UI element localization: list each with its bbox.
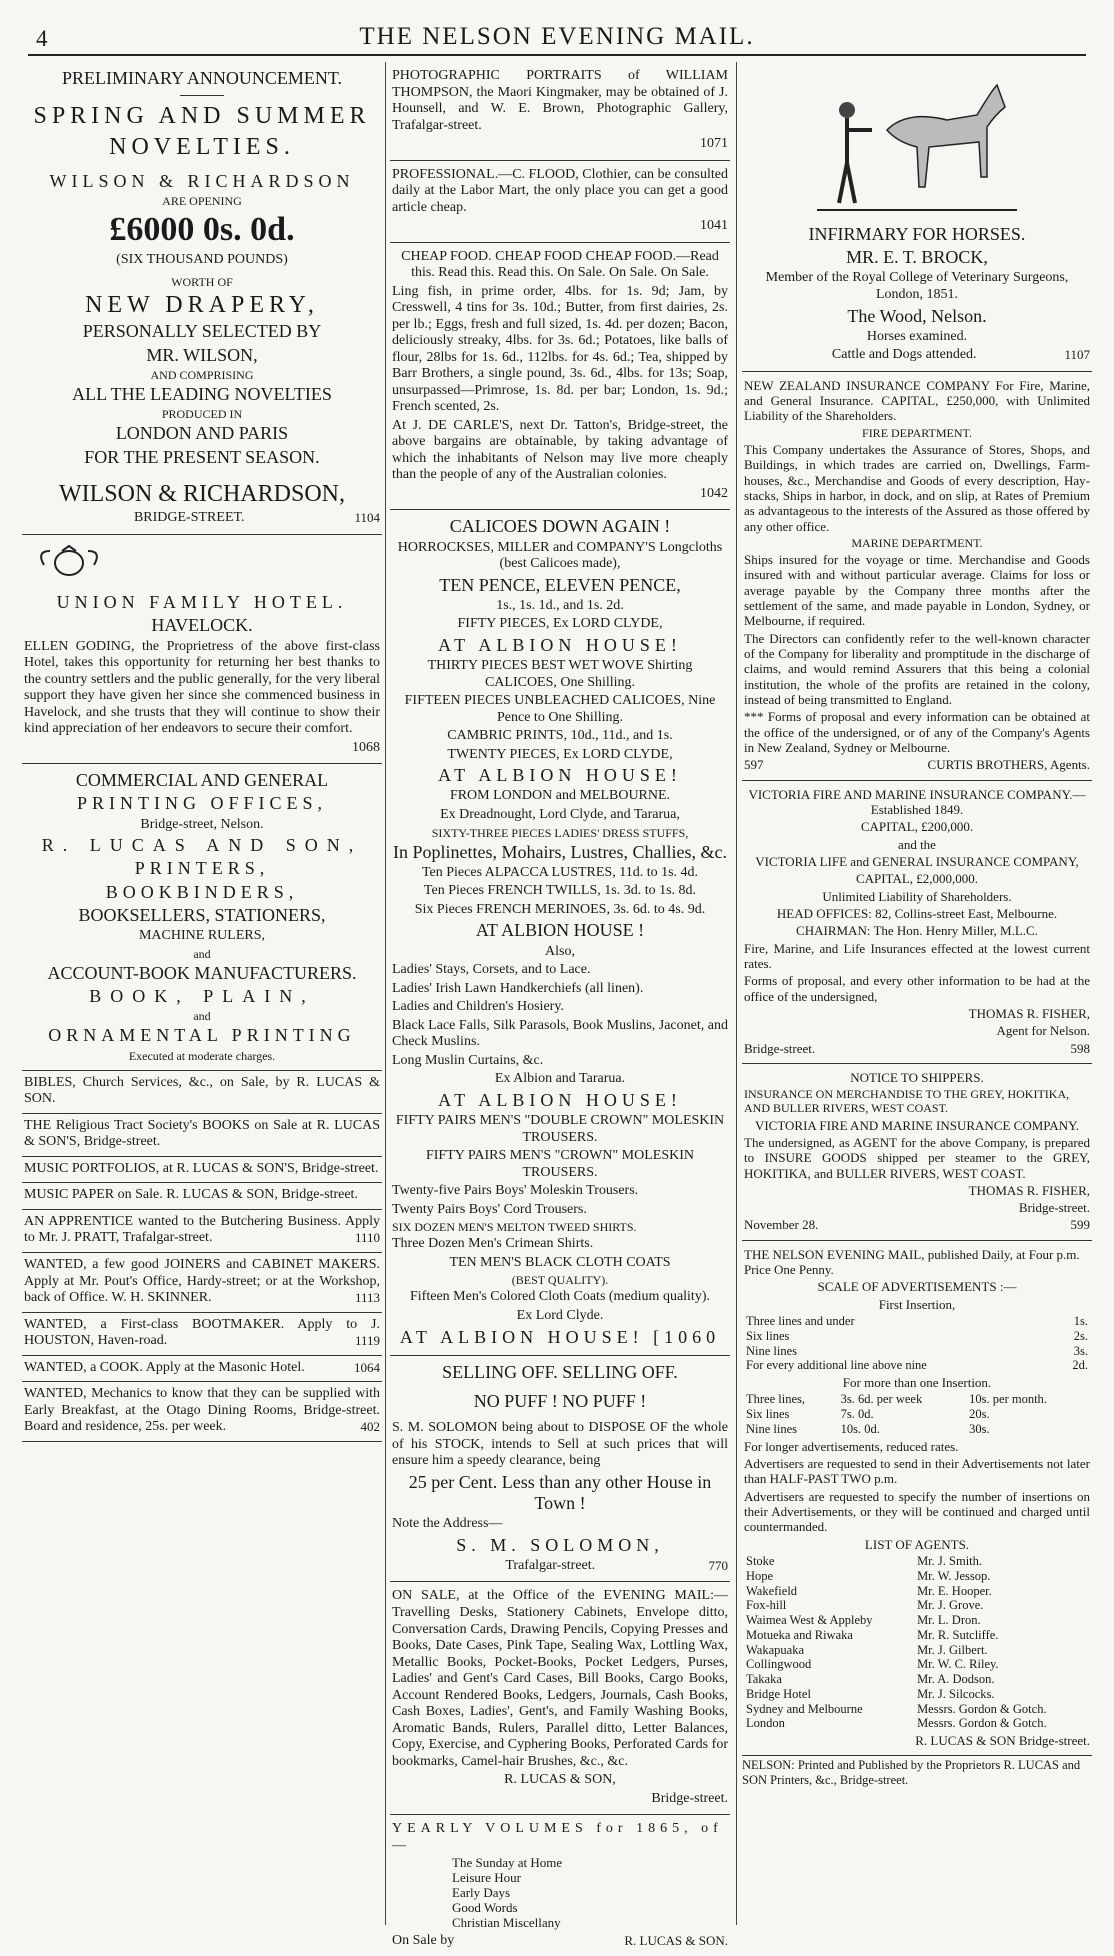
rate-price: 1s. [1073,1314,1088,1329]
agent-place: Fox-hill [746,1598,787,1613]
no-puff: NO PUFF ! NO PUFF ! [473,1390,647,1411]
flood-ad [390,161,730,243]
albion-line: Ex Dreadnought, Lord Clyde, and Tararua, [440,806,680,822]
flood-text: PROFESSIONAL.—C. FLOOD, Clothier, can be consulted daily at the Labor Mart, the only place you can get a good article cheap. [392,166,728,215]
albion-line: Black Lace Falls, Silk Parasols, Book Muslins, Jaconet, and Check Muslins. [392,1017,728,1050]
imprint: NELSON: Printed and Published by the Proprietors R. LUCAS and SON Printers, &c., Bridge-street. [742,1758,1081,1788]
printing-line: PRINTERS, [134,858,270,879]
ad-ref: 1071 [700,136,728,152]
albion-line: AT ALBION HOUSE! [438,765,682,786]
agent-name: Mr. J. Silcocks. [917,1686,995,1701]
vic-line: Fire, Marine, and Life Insurances effected at the lowest current rates. [744,940,1090,971]
agent-row [744,1598,1090,1613]
small-ad [22,1114,382,1157]
agent-row [744,1687,1090,1702]
cheap-head: CHEAP FOOD. CHEAP FOOD CHEAP FOOD.—Read this. Read this. Read this. On Sale. On Sale. On Sale. [401,248,719,281]
printing-line: MACHINE RULERS, [138,928,265,944]
ad-ref: 1041 [700,218,728,234]
albion-line: TEN MEN'S BLACK CLOTH COATS [449,1254,671,1270]
nz-fire: This Company undertakes the Assurance of Stores, Shops, and Buildings, in which trades are carried on, Dwellings, Farm-houses, &c., Merchandise and Goods of every description, Hay-stacks, Ships in harbor, in dock, and on slip, at Rates of Premium as advantageous to the interests of the Assured as those offered by any other office. [744,441,1090,534]
ad-ref: 402 [360,1419,380,1435]
printing-line: and [193,946,211,961]
column-2 [390,62,730,1948]
agent-row [744,1657,1090,1672]
small-ad-text: THE Religious Tract Society's BOOKS on Sale at R. LUCAS & SON'S, Bridge-street. [24,1117,380,1150]
albion-line: (BEST QUALITY). [511,1273,609,1288]
sale-text: ON SALE, at the Office of the EVENING MAIL:—Travelling Desks, Stationery Cabinets, Envelope ditto, Conversation Cards, Drawing Pencils, Copying Presses and Books, Date Cases, Pink Tape, Sealing Wax, Lottling Wax, Metallic Books, Pocket-Books, Pocket Ledgers, Purses, Ladies' and Gent's Card Cases, Bill Books, Cargo Books, Account Rendered Books, Ledgers, Journals, Cash Books, Cash Boxes, Ladies', Gent's, and Family Washing Books, Aromatic Bands, Rulers, Parallel ditto, Letter Balances, Copy, Exercise, and Cyphering Books, Perforated Cards for bookmarks, Camel-hair Brushes, &c., &c. [392,1588,728,1769]
photo-text: PHOTOGRAPHIC PORTRAITS of WILLIAM THOMPSON, the Maori Kingmaker, may be obtained of J. Hounsell, and W. E. Brown, Photographic Gallery, Trafalgar-street. [392,68,728,133]
agents-foot: R. LUCAS & SON Bridge-street. [915,1733,1090,1748]
agent-place: Hope [746,1568,774,1583]
agent-name: Mr. E. Hooper. [917,1583,992,1598]
mail-longer: For longer advertisements, reduced rates. [744,1438,959,1454]
nz-marine-head: MARINE DEPARTMENT. [851,535,983,550]
yearly-item: Good Words [452,1900,518,1916]
infirmary-line: Cattle and Dogs attended. [831,347,977,363]
mail-first: First Insertion, [878,1296,956,1312]
small-ad [22,1157,382,1184]
albion-line: Also, [545,943,575,959]
all-novelties: ALL THE LEADING NOVELTIES [72,383,332,404]
agent-row [744,1613,1090,1628]
agent-name: Mr. L. Dron. [917,1613,981,1627]
albion-line: Ex Lord Clyde. [516,1307,604,1323]
agent-name: Mr. J. Grove. [917,1598,984,1613]
evening-mail-ad [742,1241,1092,1757]
agent-name: Mr. W. Jessop. [917,1568,991,1583]
vic-street: Bridge-street. [744,1040,816,1056]
hotel-title: UNION FAMILY HOTEL. [56,592,348,613]
mail-p1: Advertisers are requested to send in their Advertisements not later than HALF-PAST TWO p.m. [744,1456,1090,1487]
small-ad-text: MUSIC PAPER on Sale. R. LUCAS & SON, Bridge-street. [24,1187,358,1203]
infirmary-line: Horses examined. [866,328,968,344]
agent-place: Motueka and Riwaka [746,1627,853,1642]
small-ad [22,1183,382,1210]
cheap-food-ad [390,243,730,511]
shippers-notice-ad [742,1064,1092,1241]
agent-place: Bridge Hotel [746,1686,811,1701]
novelties-heading: NOVELTIES. [109,133,295,160]
infirmary-place: The Wood, Nelson. [847,305,987,326]
firm-name: WILSON & RICHARDSON [49,170,355,191]
agent-name: Mr. R. Sutcliffe. [917,1627,999,1642]
ad-ref: 1104 [354,510,380,526]
sale-street: Bridge-street. [651,1790,728,1806]
agents-head: LIST OF AGENTS. [864,1536,970,1552]
selling-line: 25 per Cent. Less than any other House in Town ! [408,1471,712,1513]
albion-line: Long Muslin Curtains, &c. [392,1052,544,1068]
albion-line: Twenty Pairs Boys' Cord Trousers. [392,1201,587,1217]
albion-line: HORROCKSES, MILLER and COMPANY'S Longcloths (best Calicoes made), [397,539,723,572]
nz-forms: *** Forms of proposal and every information can be obtained at the office of the undersigned, or of any of the Company's Agents in New Zealand, Sydney or Melbourne. [744,709,1090,755]
rate-week: 7s. 0d. [840,1407,874,1422]
agent-row [744,1628,1090,1643]
agent-row [744,1702,1090,1717]
ad-ref: 1107 [1064,347,1090,363]
albion-line: 1s., 1s. 1d., and 1s. 2d. [496,597,624,613]
rates-table-first [744,1314,1090,1373]
spring-heading: SPRING AND SUMMER [33,103,371,130]
printing-offices-ad [22,764,382,1071]
rate-label: Nine lines [746,1343,798,1358]
albion-line: SIX DOZEN MEN'S MELTON TWEED SHIRTS. [392,1220,637,1235]
agent-place: Stoke [746,1554,775,1568]
albion-line: AT ALBION HOUSE! [438,634,682,655]
agent-place: Wakefield [746,1583,798,1598]
amount-words: (SIX THOUSAND POUNDS) [116,252,288,268]
ad-ref: 1110 [354,1230,380,1246]
produced-text: PRODUCED IN [161,407,243,422]
agent-row [744,1672,1090,1687]
agent-name: Mr. J. Smith. [917,1554,983,1568]
yearly-item: Leisure Hour [452,1870,521,1886]
nz-sig: CURTIS BROTHERS, Agents. [927,757,1090,773]
horse-illustration [817,70,1017,220]
small-ad [22,1071,382,1114]
yearly-foot: On Sale by [392,1932,455,1948]
wilson-richardson-ad [22,62,382,535]
ad-ref: 599 [1070,1217,1090,1233]
ship-sub: INSURANCE ON MERCHANDISE TO THE GREY, HOKITIKA, AND BULLER RIVERS, WEST COAST. [744,1087,1070,1116]
small-ad [22,1313,382,1356]
ad-ref: 1064 [354,1359,380,1375]
nz-head: NEW ZEALAND INSURANCE COMPANY For Fire, Marine, and General Insurance. CAPITAL, £250,000, with Unlimited Liability of the Shareholders. [744,377,1090,424]
agent-row [744,1569,1090,1584]
small-ad [22,1253,382,1313]
albion-line: Ten Pieces FRENCH TWILLS, 1s. 3d. to 1s. 8d. [423,883,697,899]
ad-ref: 1113 [354,1290,380,1306]
nz-fire-head: FIRE DEPARTMENT. [862,425,972,440]
agent-name: Mr. W. C. Riley. [917,1657,999,1672]
infirmary-member: Member of the Royal College of Veterinary Surgeons, London, 1851. [765,270,1069,302]
albion-line: AT ALBION HOUSE! [399,1326,644,1347]
agent-row [744,1554,1090,1569]
albion-line: TWENTY PIECES, Ex LORD CLYDE, [447,746,673,762]
small-ad [22,1382,382,1442]
rate-label: Six lines [746,1328,790,1343]
small-ads-list [22,1071,382,1442]
albion-line: FIFTY PAIRS MEN'S "CROWN" MOLESKIN TROUSERS. [425,1148,695,1180]
rate-month: 10s. per month. [969,1392,1047,1407]
photo-ad [390,62,730,161]
agent-place: Wakapuaka [746,1642,804,1657]
ship-date: November 28. [744,1217,819,1233]
rate-row [744,1392,1090,1407]
nz-directors: The Directors can confidently refer to the well-known character of the Company for liberality and promptitude in the discharge of claims, and would remind Assurers that this being a colonial institution, the whole of the profits are retained in the colony, instead of being transmitted to England. [744,630,1090,707]
agent-row [744,1584,1090,1599]
rate-label: Three lines, [746,1392,806,1407]
agent-row [744,1716,1090,1731]
ad-ref: 770 [708,1557,728,1573]
vic-agent: Agent for Nelson. [996,1023,1090,1039]
rate-label: Nine lines [746,1421,798,1436]
agent-name: Mr. A. Dodson. [917,1672,995,1686]
albion-line: Ladies' Irish Lawn Handkerchiefs (all linen). [392,980,644,996]
rate-row [744,1358,1090,1373]
ship-street: Bridge-street. [1018,1200,1090,1216]
albion-line: Three Dozen Men's Crimean Shirts. [392,1236,594,1252]
albion-line: FROM LONDON and MELBOURNE. [449,788,671,804]
albion-line: FIFTY PIECES, Ex LORD CLYDE, [457,616,663,632]
amount: £6000 0s. 0d. [109,211,295,249]
albion-line: Fifteen Men's Colored Cloth Coats (medium quality). [410,1289,710,1305]
vic-line: and the [898,836,936,852]
firm-name-2: WILSON & RICHARDSON, [58,480,345,507]
ship-head: NOTICE TO SHIPPERS. [850,1069,984,1085]
london-paris: LONDON AND PARIS [115,423,289,444]
vic-line: Forms of proposal, and every other information to be had at the office of the undersigned, [744,973,1090,1004]
street: BRIDGE-STREET. [133,510,245,526]
mail-p2: Advertisers are requested to specify the number of insertions on their Advertisements, or they will be continued and charged until countermanded. [744,1488,1090,1535]
agent-place: Collingwood [746,1657,812,1672]
yearly-items [452,1856,728,1931]
mail-head: THE NELSON EVENING MAIL, published Daily, at Four p.m. Price One Penny. [744,1246,1080,1278]
vic-line: HEAD OFFICES: 82, Collins-street East, Melbourne. [776,905,1058,921]
hotel-body: ELLEN GODING, the Proprietress of the above first-class Hotel, takes this opportunity for returning her best thanks to the country settlers and the public generally, for the very liberal support they have given her since she commenced business in Havelock, and she trusts that they will continue to show their kind appreciation of her endeavors to secure their comfort. [24,638,380,737]
rate-price: 2s. [1073,1328,1088,1343]
printing-line: BOOK, PLAIN, [89,986,315,1007]
mr-wilson: MR. WILSON, [146,344,258,365]
agent-place: Waimea West & Appleby [746,1613,873,1627]
small-ad [22,1356,382,1383]
vic-head: VICTORIA FIRE AND MARINE INSURANCE COMPANY.—Established 1849. [748,786,1086,817]
agent-row [744,1643,1090,1658]
printing-line: Executed at moderate charges. [128,1048,276,1063]
infirmary-title: INFIRMARY FOR HORSES. [808,224,1026,244]
ship-body: The undersigned, as AGENT for the above Company, is prepared to INSURE GOODS shipped per steamer to the GREY, HOKITIKA, and BULLER RIVERS, WEST COAST. [744,1134,1090,1181]
agent-name: Messrs. Gordon & Gotch. [917,1701,1047,1716]
vic-line: VICTORIA LIFE and GENERAL INSURANCE COMPANY, [755,853,1079,869]
rate-price: 2d. [1072,1358,1088,1373]
printing-line: BOOKSELLERS, STATIONERS, [78,904,326,925]
rate-month: 20s. [969,1407,990,1422]
printing-line: BOOKBINDERS, [105,881,299,902]
ship-co: VICTORIA FIRE AND MARINE INSURANCE COMPANY. [754,1117,1080,1133]
small-ad-text: WANTED, Mechanics to know that they can be supplied with Early Breakfast, at the Otago Dining Rooms, Bridge-street. Board and residence, 25s. per week. [24,1386,380,1435]
yearly-item: Christian Miscellany [452,1914,561,1930]
small-ad-text: WANTED, a First-class BOOTMAKER. Apply to J. HOUSTON, Haven-road. [24,1316,380,1349]
albion-line: Twenty-five Pairs Boys' Moleskin Trousers. [392,1183,639,1199]
printing-line: COMMERCIAL AND GENERAL [75,770,329,791]
agent-name: Mr. J. Gilbert. [917,1642,988,1657]
printing-line: ACCOUNT-BOOK MANUFACTURERS. [47,962,357,983]
hotel-place: HAVELOCK. [151,615,253,636]
column-1 [22,62,382,1925]
vic-line: CAPITAL, £2,000,000. [855,871,979,887]
small-ad [22,1210,382,1253]
prelim-heading: PRELIMINARY ANNOUNCEMENT. [61,68,342,88]
rate-week: 10s. 0d. [840,1421,880,1436]
cheap-body-2: At J. DE CARLE'S, next Dr. Tatton's, Bridge-street, the above bargains are obtainable, by taking advantage of which the inhabitants of Nelson may live more cheaply than the people of any of the Australian colonies. [392,417,728,483]
agent-place: Sydney and Melbourne [746,1701,863,1716]
yearly-item: Early Days [452,1885,511,1901]
agents-table [744,1554,1090,1731]
rate-row [744,1329,1090,1344]
albion-line: FIFTEEN PIECES UNBLEACHED CALICOES, Nine Pence to One Shilling. [404,693,716,725]
personally-text: PERSONALLY SELECTED BY [82,321,322,342]
vic-line: Unlimited Liability of Shareholders. [822,888,1012,904]
ad-ref: 597 [744,757,764,773]
rate-row [744,1422,1090,1437]
mail-scale: SCALE OF ADVERTISEMENTS :— [817,1279,1017,1295]
small-ad-text: AN APPRENTICE wanted to the Butchering Business. Apply to Mr. J. PRATT, Trafalgar-street. [24,1213,380,1246]
small-ad-text: BIBLES, Church Services, &c., on Sale, by R. LUCAS & SON. [24,1074,380,1107]
rate-month: 30s. [969,1421,990,1436]
rate-label: For every additional line above nine [746,1358,927,1373]
agent-place: London [746,1716,785,1731]
ad-ref: 1068 [352,739,380,755]
mail-more: For more than one Insertion. [842,1375,992,1391]
sale-sig: R. LUCAS & SON, [504,1772,616,1788]
albion-line: CAMBRIC PRINTS, 10d., 11d., and 1s. [447,728,673,744]
albion-line: THIRTY PIECES BEST WET WOVE Shirting CALICOES, One Shilling. [427,658,693,690]
ad-ref: 1119 [354,1333,380,1349]
vic-line: CHAIRMAN: The Hon. Henry Miller, M.L.C. [796,923,1038,939]
vic-sig: THOMAS R. FISHER, [968,1005,1090,1021]
rate-row [744,1344,1090,1359]
printing-line: PRINTING OFFICES, [76,793,328,814]
divider [180,95,224,96]
ad-ref: 1042 [700,485,728,501]
vic-line: CAPITAL, £200,000. [860,819,974,835]
cheap-body: Ling fish, in prime order, 4lbs. for 1s. 9d; Jam, by Cresswell, 4 tins for 3s. 10d.; Butter, from first dairies, 2s. per lb.; Eggs, fresh and full sized, 1s. 4d. per dozen; Bacon, deliciously streaky, 4lbs. for 3s. 6d.; Potatoes, like balls of flour, 28lbs for 1s. 6d., 112lbs. for 4s. 6d.; Tea, shipped by Barr Brothers, a single pound, 3s. 6d., 4lbs. for 13s; Soap, unsurpassed—Primrose, 1s. 8d. per bar; London, 1s. 9d.; French scented, 2s. [392,283,728,415]
printing-line: Bridge-street, Nelson. [140,816,264,832]
on-sale-ad [390,1582,730,1815]
rate-row [744,1407,1090,1422]
page-number: 4 [36,26,50,51]
yearly-item: The Sunday at Home [452,1855,563,1871]
yearly-foot-2: R. LUCAS & SON. [624,1932,728,1948]
albion-line: FIFTY PAIRS MEN'S "DOUBLE CROWN" MOLESKIN TROUSERS. [395,1113,725,1145]
small-ad-text: MUSIC PORTFOLIOS, at R. LUCAS & SON'S, Bridge-street. [24,1160,379,1176]
selling-line: Note the Address— [392,1516,503,1532]
small-ad-text: WANTED, a COOK. Apply at the Masonic Hotel. [24,1359,305,1375]
small-ad-text: WANTED, a few good JOINERS and CABINET MAKERS. Apply at Mr. Pout's Office, Hardy-street; or at the Workshop, back of Office. W. H. SKINNER. [24,1256,380,1306]
albion-head: CALICOES DOWN AGAIN ! [449,516,671,537]
crest-icon [24,545,114,579]
rates-table-more [744,1392,1090,1436]
column-3 [742,62,1092,1925]
selling-body: S. M. SOLOMON being about to DISPOSE OF the whole of his STOCK, intends to Sell at such prices that will ensure him a speedy clearance, being [392,1420,728,1469]
ad-ref: 598 [1070,1040,1090,1056]
printing-line: and [193,1009,211,1024]
rate-label: Three lines and under [746,1314,855,1329]
albion-line: Ex Albion and Tararua. [494,1071,626,1087]
printing-line: ORNAMENTAL PRINTING [48,1025,356,1046]
newspaper-title: THE NELSON EVENING MAIL. [359,23,755,50]
albion-line: Ladies' Stays, Corsets, and to Lace. [392,962,591,978]
selling-off-ad [390,1356,730,1583]
infirmary-ad [742,62,1092,372]
rate-price: 3s. [1073,1343,1088,1358]
selling-line: S. M. SOLOMON, [456,1534,664,1555]
albion-line: Six Pieces FRENCH MERINOES, 3s. 6d. to 4s. 9d. [414,901,706,917]
albion-line: AT ALBION HOUSE! [438,1089,682,1110]
ship-sig: THOMAS R. FISHER, [968,1182,1090,1198]
rate-week: 3s. 6d. per week [840,1392,923,1407]
rate-row [744,1314,1090,1329]
drapery-heading: NEW DRAPERY, [85,292,319,319]
printing-line: R. LUCAS AND SON, [41,835,363,856]
agent-name: Messrs. Gordon & Gotch. [917,1716,1047,1731]
opening-text: ARE OPENING [162,194,242,209]
nz-marine: Ships insured for the voyage or time. Merchandise and Goods insured with and without particular average. Claims for loss or average payable by the Company three months after the settlement of the same, and made payable in London, Sydney, or Melbourne, if required. [744,552,1090,629]
selling-line: Trafalgar-street. [505,1557,596,1573]
column-rule [385,62,386,1925]
union-hotel-ad [22,535,382,765]
albion-house-ad [390,510,730,1355]
albion-line: SIXTY-THREE PIECES LADIES' DRESS STUFFS, [431,825,689,840]
albion-line: Ladies and Children's Hosiery. [392,999,564,1015]
season-text: FOR THE PRESENT SEASON. [84,446,320,467]
selling-head: SELLING OFF. SELLING OFF. [442,1361,678,1382]
yearly-head: YEARLY VOLUMES for 1865, of— [392,1821,723,1853]
albion-line: AT ALBION HOUSE ! [475,920,645,941]
ad-ref: [1060 [653,1326,721,1347]
comprising-text: AND COMPRISING [150,367,254,382]
column-rule [736,62,737,1925]
victoria-insurance-ad [742,781,1092,1064]
worth-text: WORTH OF [171,274,233,289]
agent-place: Takaka [746,1672,782,1686]
albion-line: In Poplinettes, Mohairs, Lustres, Challies, &c. [393,841,727,862]
albion-line: TEN PENCE, ELEVEN PENCE, [439,574,681,595]
infirmary-name: MR. E. T. BROCK, [846,247,988,268]
yearly-volumes-ad [390,1815,730,1956]
masthead [28,20,1086,56]
rate-label: Six lines [746,1407,790,1422]
albion-line: Ten Pieces ALPACCA LUSTRES, 11d. to 1s. 4d. [421,864,699,880]
nz-insurance-ad [742,372,1092,781]
